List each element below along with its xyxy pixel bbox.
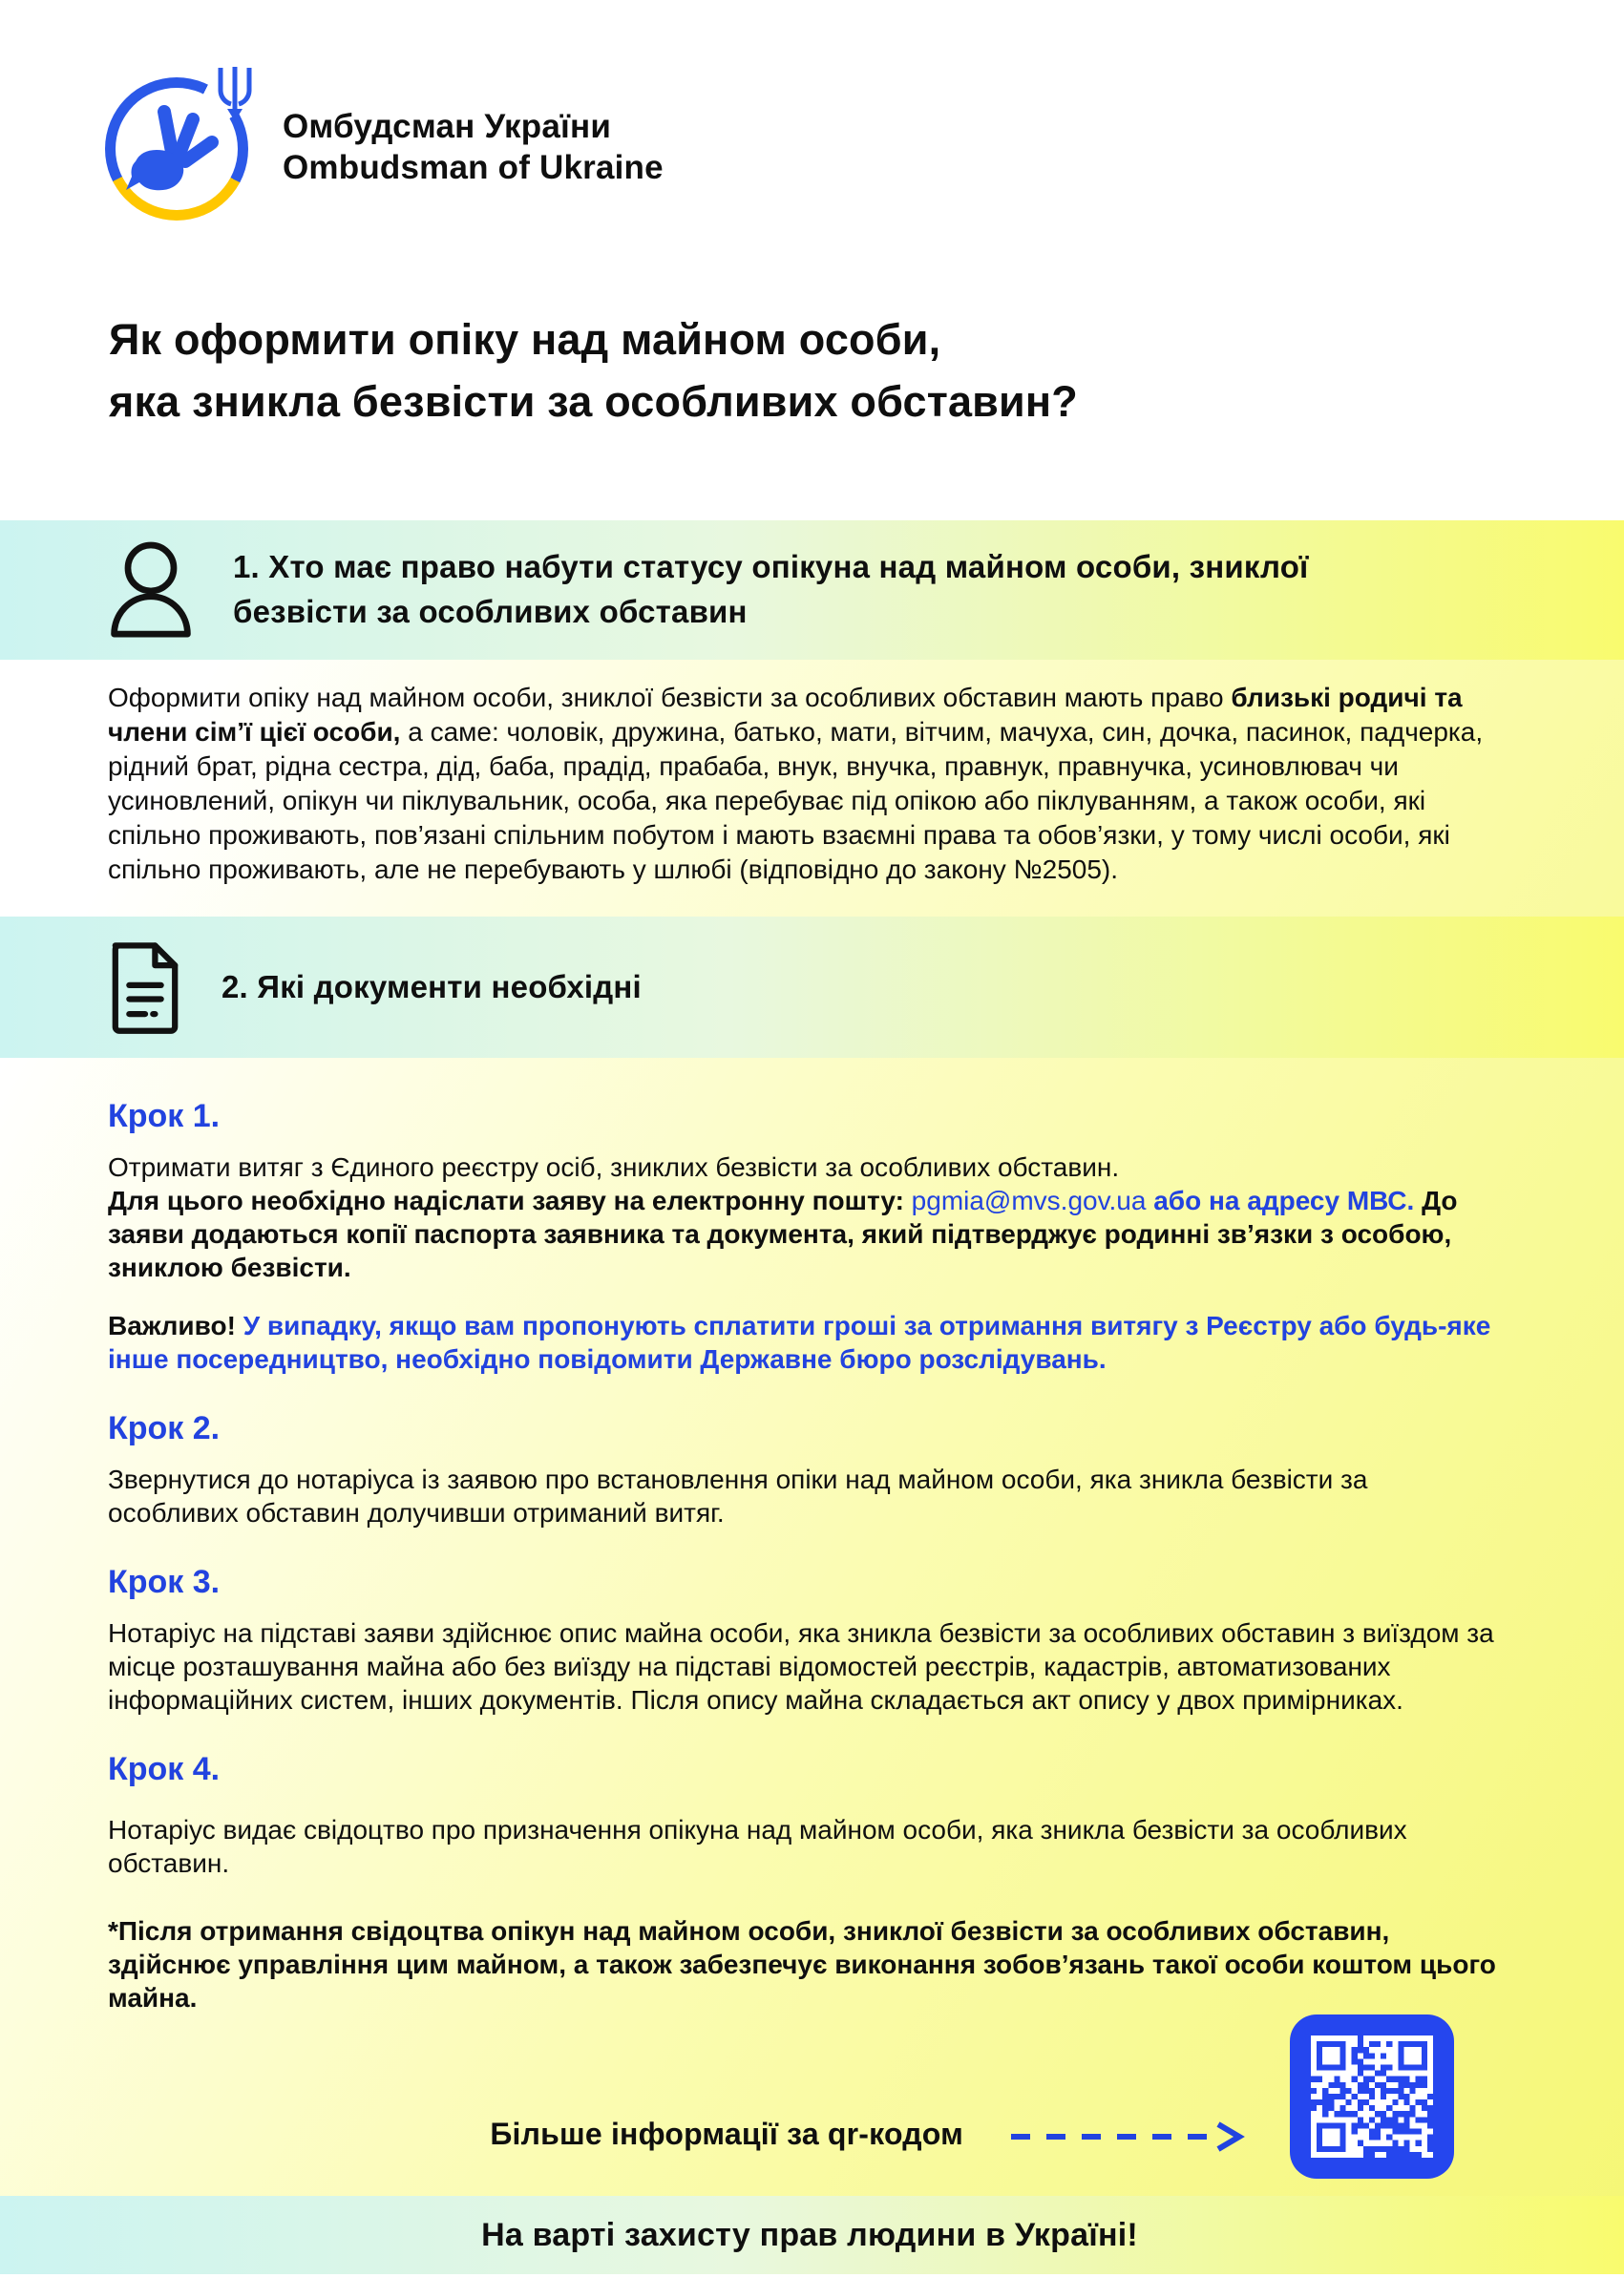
step2-text: Звернутися до нотаріуса із заявою про встановлення опіки над майном особи, яка зникла безвісти за особливих обставин долучивши отриманий витяг. <box>108 1465 1368 1528</box>
qr-row <box>108 2014 1509 2196</box>
org-name-en: Ombudsman of Ukraine <box>283 149 664 186</box>
trident-icon <box>214 64 256 123</box>
section1-paragraph <box>108 681 1509 887</box>
section1-paragraph-bold: близькі родичі та члени сім’ї цієї особи, <box>108 683 1463 747</box>
step1-label: Крок 1. <box>108 1098 221 1134</box>
bottom-margin <box>0 2274 1624 2278</box>
important-text: У випадку, якщо вам пропонують сплатити гроші за отримання витягу з Реєстру або будь-яке інше посередництво, необхідно повідомити Державне бюро розслідувань. <box>108 1311 1491 1374</box>
step4-text: Нотаріус видає свідоцтво про призначення опікуна над майном особи, яка зникла безвісти за особливих обставин. <box>108 1815 1407 1878</box>
section1-paragraph-lead: Оформити опіку над майном особи, зниклої безвісти за особливих обставин мають право <box>108 683 1232 712</box>
step2-label: Крок 2. <box>108 1410 221 1446</box>
step4-label: Крок 4. <box>108 1751 221 1787</box>
section1-body <box>0 660 1624 917</box>
footer-band <box>0 2196 1624 2274</box>
step1-text-blue: або на адресу МВС. <box>1146 1186 1415 1215</box>
section1-paragraph-rest: а саме: чоловік, дружина, батько, мати, вітчим, мачуха, син, дочка, пасинок, падчерка, рідний брат, рідна сестра, дід, баба, прадід, прабаба, внук, внучка, правнук, правнучка, усиновлювач чи усиновлений, опікун чи піклувальник, особа, яка перебуває під опікою або піклуванням, а також особи, які спільно проживають, пов’язані спільним побутом і мають взаємні права та обов’язки, у тому числі особи, які спільно проживають, але не перебувають у шлюбі (відповідно до закону №2505). <box>108 717 1484 884</box>
page-title-line2: яка зникла безвісти за особливих обставин? <box>109 377 1078 427</box>
qr-label: Більше інформації за qr-кодом <box>490 2117 963 2151</box>
brand-names <box>283 107 664 188</box>
email-link[interactable]: pgmia@mvs.gov.ua <box>911 1186 1147 1215</box>
header <box>0 0 1624 520</box>
step3-text: Нотаріус на підставі заяви здійснює опис майна особи, яка зникла безвісти за особливих обставин з виїздом за місце розташування майна або без виїзду на підставі відомостей реєстрів, кадастрів, автоматизованих інформаційних систем, інших документів. Після опису майна складається акт опису у двох примірниках. <box>108 1618 1494 1715</box>
page-title-line1: Як оформити опіку над майном особи, <box>109 315 941 364</box>
footer-slogan: На варті захисту прав людини в Україні! <box>481 2216 1138 2253</box>
dashed-arrow-icon <box>1007 2121 1246 2152</box>
section2-heading: 2. Які документи необхідні <box>221 968 642 1004</box>
step1-text <box>108 1150 1502 1284</box>
step3-label: Крок 3. <box>108 1564 221 1600</box>
hand-dove-icon <box>122 98 227 203</box>
document-icon <box>105 938 185 1037</box>
step1-text-bold: Для цього необхідно надіслати заяву на електронну пошту: <box>108 1186 912 1215</box>
ombudsman-logo <box>105 72 258 224</box>
page-title <box>109 308 1514 433</box>
footnote: *Після отримання свідоцтва опікун над майном особи, зниклої безвісти за особливих обставин, здійснює управління цим майном, а також забезпечує виконання зобов’язань такої особи коштом цього майна. <box>108 1916 1496 2013</box>
important-label: Важливо! <box>108 1311 236 1340</box>
person-icon <box>105 538 197 642</box>
section1-heading: 1. Хто має право набути статусу опікуна над майном особи, зниклої безвісти за особливих обставин <box>233 549 1309 629</box>
qr-pattern-icon <box>1311 2035 1433 2158</box>
important-note <box>108 1309 1502 1376</box>
org-name-uk: Омбудсман України <box>283 108 612 146</box>
step1-text-bold2: До заяви додаються копії паспорта заявника та документа, який підтверджує родинні зв’язки з особою, зниклою безвісти. <box>108 1186 1458 1282</box>
section1-header-band <box>0 520 1624 660</box>
qr-code <box>1290 2014 1454 2179</box>
step1-text-regular: Отримати витяг з Єдиного реєстру осіб, зниклих безвісти за особливих обставин. <box>108 1152 1120 1182</box>
section2-header-band <box>0 917 1624 1058</box>
section2-body <box>0 1058 1624 2196</box>
brand-row <box>105 72 1514 224</box>
